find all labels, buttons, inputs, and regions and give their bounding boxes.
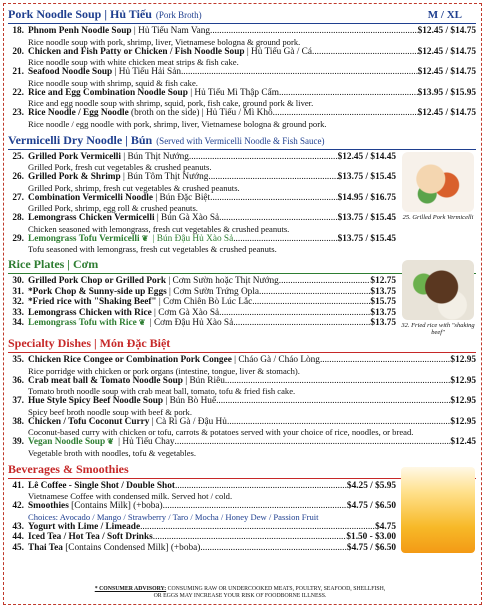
advisory-text: CONSUMING RAW OR UNDERCOOKED MEATS, POULTRY, SEAFOOD, SHELLFISH, xyxy=(166,586,386,592)
item-name-text: Grilled Pork & Shrimp xyxy=(28,172,121,182)
vermicelli-block xyxy=(8,152,476,255)
item-price: $13.75 / $15.45 xyxy=(337,233,396,244)
item-viet-name: | Bún Tôm Thịt Nướng xyxy=(120,172,209,182)
leader-dots xyxy=(219,308,370,319)
item-description: Rice porridge with chicken or pork organs (intestine, tongue, liver & stomach). xyxy=(28,365,300,376)
item-viet-name: | Cơm Sườn hoặc Thịt Nướng xyxy=(166,276,279,286)
item-viet-name: | Cơm Chiên Bò Lúc Lắc xyxy=(156,297,253,307)
item-description: Rice noodle soup with shrimp, squid & fish cake. xyxy=(28,77,198,88)
item-name xyxy=(28,108,273,119)
item-viet-name: | Bún Riêu xyxy=(182,375,225,386)
item-price: $12.75 xyxy=(370,276,396,286)
menu-item xyxy=(8,532,396,543)
menu-item xyxy=(8,172,396,183)
vermicelli-photo xyxy=(400,152,476,255)
item-viet-name: | Bún Đặc Biệt xyxy=(153,192,211,203)
item-price: $12.95 xyxy=(450,375,476,386)
item-name-text: Yogurt with Lime / Limeade xyxy=(28,521,141,532)
item-price: $13.75 xyxy=(370,307,396,318)
item-number: 36. xyxy=(12,375,24,386)
item-name xyxy=(28,532,153,543)
consumer-advisory xyxy=(60,586,420,599)
item-name-text: Rice Noodle / Egg Noodle xyxy=(28,108,129,118)
item-name xyxy=(28,213,219,224)
section-title-text: Rice Plates | Cơm xyxy=(8,257,99,271)
leader-dots xyxy=(233,318,370,329)
leader-dots xyxy=(219,213,337,224)
item-name xyxy=(28,308,219,319)
menu-item xyxy=(8,108,476,119)
section-title-text: Vermicelli Dry Noodle | Bún xyxy=(8,132,153,147)
item-price: $13.75 xyxy=(370,318,396,328)
item-viet-name: (broth on the side) | Hủ Tiếu / Mì Khô xyxy=(128,108,273,118)
beverage-list xyxy=(8,481,396,554)
item-price: $12.45 / $14.75 xyxy=(417,26,476,36)
item-name-text: Lê Coffee - Single Shot / Double Shot xyxy=(28,480,175,491)
item-name xyxy=(28,297,252,308)
leader-dots xyxy=(175,481,347,492)
section-title-pork-noodle xyxy=(8,7,476,22)
item-price: $13.75 / $15.45 xyxy=(337,172,396,182)
leader-dots xyxy=(225,376,451,387)
item-name xyxy=(28,172,208,183)
item-name-text: Seafood Noodle Soup xyxy=(28,67,113,77)
choices-list: Avocado / Mango / Strawberry / Taro / Mocha / Honey Dew / Passion Fruit xyxy=(59,511,319,522)
rice-photo xyxy=(400,260,476,336)
item-name xyxy=(28,276,279,287)
item-description: Vietnamese Coffee with condensed milk. Served hot / cold. xyxy=(28,491,233,501)
menu-item xyxy=(8,287,396,298)
section-title-specialty xyxy=(8,336,476,351)
menu-item xyxy=(8,376,476,387)
item-description: Vegetable broth with noodles, tofu & vegetables. xyxy=(28,447,197,458)
item-number: 29. xyxy=(12,233,24,244)
item-name-text: Rice and Egg Combination Noodle Soup xyxy=(28,87,188,98)
menu-item xyxy=(8,297,396,308)
menu-item xyxy=(8,88,476,99)
item-name xyxy=(28,376,225,387)
item-number: 41. xyxy=(12,480,24,491)
leader-dots xyxy=(175,437,451,448)
item-number: 42. xyxy=(12,501,24,511)
leaf-icon: ❦ xyxy=(138,318,146,327)
menu-item xyxy=(8,213,396,224)
item-name xyxy=(28,437,175,448)
section-subtitle: (Served with Vermicelli Noodle & Fish Sauce) xyxy=(156,135,325,146)
item-price: $13.75 xyxy=(370,286,396,297)
item-number: 33. xyxy=(12,307,24,318)
section-title-vermicelli xyxy=(8,133,476,148)
item-number: 32. xyxy=(12,297,24,307)
item-name-text: *Pork Chop & Sunny-side up Eggs xyxy=(28,286,167,297)
item-name-text: Lemongrass Chicken Vermicelli xyxy=(28,213,155,223)
item-description: Rice and egg noodle soup with shrimp, squid, pork, fish cake, ground pork & liver. xyxy=(28,98,314,108)
item-number: 35. xyxy=(12,355,24,365)
item-viet-name: | Cháo Gà / Cháo Lòng xyxy=(231,355,320,365)
item-name-text: Vegan Noodle Soup xyxy=(28,437,106,447)
item-number: 45. xyxy=(12,542,24,553)
item-name xyxy=(28,417,227,428)
item-viet-name: [Contains Milk] (+boba) xyxy=(68,501,163,511)
leader-dots xyxy=(153,532,347,543)
beverage-block xyxy=(8,481,476,554)
item-name xyxy=(28,88,279,99)
photo-caption: 25. Grilled Pork Vermicelli xyxy=(402,213,474,221)
item-price: $12.45 / $14.75 xyxy=(417,108,476,118)
leader-dots xyxy=(273,108,418,119)
item-viet-name: | Hủ Tiếu Nam Vang xyxy=(131,26,210,36)
menu-item xyxy=(8,67,476,78)
item-viet-name: | Hủ Tiếu Hải Sản xyxy=(112,67,181,77)
item-number: 34. xyxy=(12,318,24,328)
item-name-text: Chicken and Fish Patty or Chicken / Fish Noodle Soup xyxy=(28,46,245,57)
rice-list xyxy=(8,276,396,336)
item-name-text: Crab meat ball & Tomato Noodle Soup xyxy=(28,375,183,386)
item-price: $12.45 xyxy=(450,437,476,447)
item-name-text: *Fried rice with "Shaking Beef" xyxy=(28,297,157,307)
item-price: $12.95 xyxy=(450,416,476,427)
item-price: $12.95 xyxy=(450,355,476,365)
pork-noodle-list xyxy=(8,26,476,129)
item-description: Coconut-based curry with chicken or tofu, carrots & potatoes served with your choice of rice, noodles, or bread. xyxy=(28,427,414,437)
item-name xyxy=(28,481,175,492)
item-number: 31. xyxy=(12,286,24,297)
smoothie-choices xyxy=(8,512,396,522)
item-name xyxy=(28,501,163,512)
leader-dots xyxy=(252,297,370,308)
menu-item xyxy=(8,543,396,554)
section-title-text: Beverages & Smoothies xyxy=(8,461,129,476)
item-name-text: Combination Vermicelli Noodle xyxy=(28,192,153,203)
leader-dots xyxy=(208,172,337,183)
item-name-text: Lemongrass Chicken with Rice xyxy=(28,307,152,318)
leader-dots xyxy=(279,88,418,99)
leader-dots xyxy=(210,193,338,204)
menu-item xyxy=(8,318,396,329)
item-name xyxy=(28,355,320,366)
item-number: 20. xyxy=(12,46,24,57)
item-description: Grilled Pork, fresh cut vegetables & crushed peanuts. xyxy=(28,162,212,172)
item-number: 28. xyxy=(12,213,24,223)
item-price: $14.95 / $16.75 xyxy=(337,192,396,203)
beverage-photo xyxy=(400,467,476,554)
item-number: 30. xyxy=(12,276,24,286)
item-viet-name: | Cơm Đậu Hủ Xào Sả xyxy=(147,318,234,328)
menu-item xyxy=(8,276,396,287)
item-viet-name: | Bún Đậu Hủ Xào Sả xyxy=(150,233,234,244)
item-name-text: Phnom Penh Noodle Soup xyxy=(28,26,132,36)
photo-caption: 32. Fried rice with "shaking beef" xyxy=(401,322,475,336)
item-price: $12.45 / $14.45 xyxy=(337,151,396,162)
item-description: Chicken seasoned with lemongrass, fresh cut vegetables & crushed peanuts. xyxy=(28,223,290,234)
item-viet-name: | Hủ Tiếu Chay xyxy=(115,437,175,447)
item-number: 22. xyxy=(12,87,24,98)
item-viet-name: | Cơm Gà Xào Sả xyxy=(151,307,220,318)
item-name-text: Grilled Pork Chop or Grilled Pork xyxy=(28,276,166,286)
item-price: $4.25 / $5.95 xyxy=(346,480,396,491)
item-name xyxy=(28,193,210,204)
specialty-list xyxy=(8,355,476,458)
item-price: $13.75 / $15.45 xyxy=(337,213,396,223)
item-number: 27. xyxy=(12,192,24,203)
menu-item xyxy=(8,355,476,366)
item-name-text: Smoothies xyxy=(28,501,69,511)
item-name-text: Grilled Pork Vermicelli xyxy=(28,151,121,162)
item-number: 43. xyxy=(12,521,24,532)
leaf-icon: ❦ xyxy=(107,437,114,446)
item-name xyxy=(28,26,210,37)
leader-dots xyxy=(320,355,450,366)
item-name xyxy=(28,396,216,407)
leader-dots xyxy=(279,276,371,287)
item-description: Rice noodle soup with pork, shrimp, liver, Vietnamese bologna & ground pork. xyxy=(28,36,301,47)
section-subtitle: (Pork Broth) xyxy=(155,10,202,20)
item-name-text: Chicken / Tofu Coconut Curry xyxy=(28,416,150,427)
item-viet-name: | Cà Ri Gà / Đậu Hủ xyxy=(149,416,227,427)
item-price: $15.75 xyxy=(370,297,396,307)
item-number: 23. xyxy=(12,108,24,118)
item-description: Rice noodle / egg noodle with pork, shrimp, liver, Vietnamese bologna & ground pork. xyxy=(28,118,327,129)
item-viet-name: | Bún Bò Huế xyxy=(163,396,217,406)
menu-item xyxy=(8,481,396,492)
menu-item xyxy=(8,234,396,245)
leader-dots xyxy=(233,234,337,245)
menu-item xyxy=(8,152,396,163)
menu-item xyxy=(8,396,476,407)
item-number: 25. xyxy=(12,151,24,162)
menu-item xyxy=(8,308,396,319)
section-divider xyxy=(8,352,476,353)
rice-block xyxy=(8,276,476,336)
item-number: 26. xyxy=(12,172,24,182)
section-title-text: Specialty Dishes | Món Đặc Biệt xyxy=(8,336,171,350)
item-name-text: Hue Style Spicy Beef Noodle Soup xyxy=(28,396,164,406)
item-description: Tomato broth noodle soup with crab meat ball, tomato, tofu & fried fish cake. xyxy=(28,386,296,396)
grilled-pork-vermicelli-image xyxy=(402,152,474,212)
item-number: 44. xyxy=(12,532,24,542)
item-number: 39. xyxy=(12,437,24,447)
item-name xyxy=(28,287,259,298)
leaf-icon: ❦ xyxy=(141,233,149,243)
menu-item xyxy=(8,501,396,512)
menu-item xyxy=(8,437,476,448)
size-header: M / XL xyxy=(427,9,462,21)
item-description: Spicy beef broth noodle soup with beef & pork. xyxy=(28,406,192,417)
leader-dots xyxy=(312,47,418,58)
leader-dots xyxy=(259,287,370,298)
item-price: $13.95 / $15.95 xyxy=(417,87,476,98)
fried-rice-shaking-beef-image xyxy=(402,260,474,320)
item-number: 37. xyxy=(12,396,24,406)
item-name-text: Chicken Rice Congee or Combination Pork Congee xyxy=(28,355,232,365)
item-viet-name: | Bún Thịt Nướng xyxy=(120,151,189,162)
item-price: $4.75 xyxy=(375,521,396,532)
menu-item xyxy=(8,522,396,533)
item-name-text: Lemongrass Tofu with Rice xyxy=(28,318,137,328)
item-name xyxy=(28,318,233,329)
item-description: Tofu seasoned with lemongrass, fresh cut vegetables & crushed peanuts. xyxy=(28,244,277,254)
item-number: 21. xyxy=(12,67,24,77)
leader-dots xyxy=(210,26,418,37)
item-description: Rice noodle soup with white chicken meat strips & fish cake. xyxy=(28,57,239,67)
item-name-text: Lemongrass Tofu Vermicelli xyxy=(28,233,140,244)
item-price: $12.45 / $14.75 xyxy=(417,46,476,57)
smoothie-image xyxy=(401,467,475,553)
advisory-text-2: OR EGGS MAY INCREASE YOUR RISK OF FOODBORNE ILLNESS. xyxy=(153,592,327,599)
item-name xyxy=(28,522,140,533)
item-number: 18. xyxy=(12,26,24,36)
leader-dots xyxy=(181,67,418,78)
leader-dots xyxy=(140,522,375,533)
item-price: $12.45 / $14.75 xyxy=(417,67,476,77)
item-viet-name: | Hủ Tiếu Mì Thập Cẩm xyxy=(187,87,279,98)
item-name xyxy=(28,152,189,163)
choices-label: Choices: xyxy=(28,511,59,522)
menu-page xyxy=(8,6,476,604)
menu-item xyxy=(8,193,396,204)
item-name-text: Thai Tea xyxy=(28,542,63,553)
item-name xyxy=(28,234,233,245)
item-name-text: Iced Tea / Hot Tea / Soft Drinks xyxy=(28,532,153,542)
menu-item xyxy=(8,26,476,37)
item-price: $1.50 - $3.00 xyxy=(346,532,396,542)
item-description: Grilled Pork, shrimp, egg roll & crushed peanuts. xyxy=(28,203,198,213)
item-viet-name: | Cơm Sườn Trứng Opla xyxy=(166,286,260,297)
section-divider xyxy=(8,23,476,24)
item-price: $4.75 / $6.50 xyxy=(346,542,396,553)
item-name xyxy=(28,543,200,554)
item-name xyxy=(28,47,312,58)
item-price: $12.95 xyxy=(450,396,476,406)
item-viet-name: | Hủ Tiếu Gà / Cá xyxy=(244,46,313,57)
leader-dots xyxy=(227,417,450,428)
menu-item xyxy=(8,417,476,428)
vermicelli-list xyxy=(8,152,396,255)
item-number: 38. xyxy=(12,416,24,427)
item-description: Grilled Pork, shrimp, fresh cut vegetables & crushed peanuts. xyxy=(28,182,240,193)
advisory-label: * CONSUMER ADVISORY: xyxy=(94,586,167,592)
leader-dots xyxy=(189,152,338,163)
item-name xyxy=(28,67,181,78)
section-title-text: Pork Noodle Soup | Hủ Tiếu xyxy=(8,7,152,21)
leader-dots xyxy=(163,501,347,512)
menu-item xyxy=(8,47,476,58)
leader-dots xyxy=(216,396,450,407)
item-viet-name: | Bún Gà Xào Sả xyxy=(154,213,220,223)
item-viet-name: [Contains Condensed Milk] (+boba) xyxy=(62,542,201,553)
leader-dots xyxy=(200,543,347,554)
item-price: $4.75 / $6.50 xyxy=(346,501,396,511)
section-divider xyxy=(8,149,476,150)
